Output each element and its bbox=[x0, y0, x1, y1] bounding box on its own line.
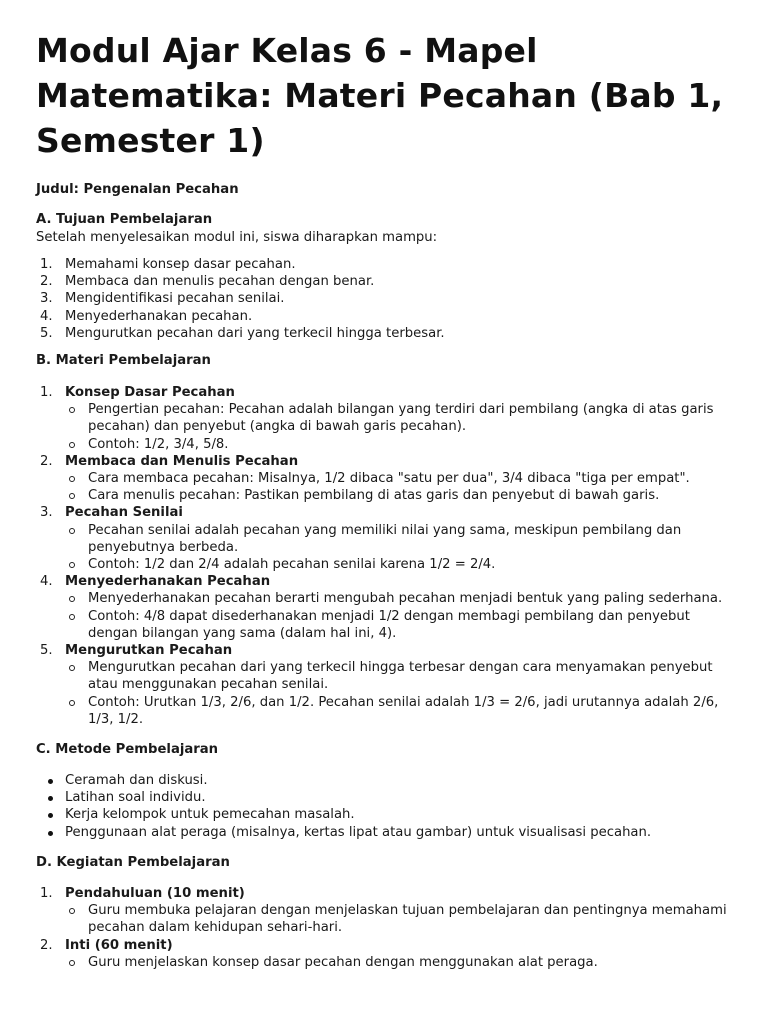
sub-list bbox=[36, 659, 736, 728]
sub-list bbox=[36, 954, 736, 971]
sub-list-item: Contoh: 4/8 dapat disederhanakan menjadi 1/2 dengan membagi pembilang dan penyebut dengan bilangan yang sama (dalam hal ini, 4). bbox=[36, 608, 736, 642]
section-a-intro: Setelah menyelesaikan modul ini, siswa diharapkan mampu: bbox=[36, 230, 438, 245]
sub-list-item: Contoh: 1/2 dan 2/4 adalah pecahan senilai karena 1/2 = 2/4. bbox=[36, 556, 736, 573]
list-item: 2. Inti (60 menit) bbox=[40, 937, 173, 953]
list-item: 1. Konsep Dasar Pecahan bbox=[40, 385, 235, 401]
section-b-heading: B. Materi Pembelajaran bbox=[36, 353, 211, 369]
sub-list bbox=[36, 590, 736, 642]
sub-list-item: Guru menjelaskan konsep dasar pecahan dengan menggunakan alat peraga. bbox=[36, 954, 736, 971]
material-list bbox=[36, 384, 736, 401]
list-item: Kerja kelompok untuk pemecahan masalah. bbox=[36, 806, 736, 823]
sub-list bbox=[36, 470, 736, 504]
material-list bbox=[36, 642, 736, 659]
list-item: 1. Pendahuluan (10 menit) bbox=[40, 885, 245, 901]
method-list bbox=[36, 772, 736, 841]
sub-list-item: Mengurutkan pecahan dari yang terkecil hingga terbesar dengan cara menyamakan penyebut atau menggunakan pecahan senilai. bbox=[36, 659, 736, 693]
activity-list bbox=[36, 937, 736, 954]
list-item: 4. Menyederhanakan Pecahan bbox=[40, 574, 271, 590]
list-item: 5. Mengurutkan pecahan dari yang terkecil hingga terbesar. bbox=[40, 325, 445, 341]
material-list bbox=[36, 504, 736, 521]
sub-list-item: Pecahan senilai adalah pecahan yang memiliki nilai yang sama, meskipun pembilang dan penyebutnya berbeda. bbox=[36, 522, 736, 556]
document-title: Modul Ajar Kelas 6 - Mapel Matematika: Materi Pecahan (Bab 1, Semester 1) bbox=[36, 31, 724, 160]
document-page bbox=[36, 28, 736, 971]
list-item: 3. Mengidentifikasi pecahan senilai. bbox=[40, 291, 285, 307]
list-item: 2. Membaca dan Menulis Pecahan bbox=[40, 453, 299, 469]
material-list bbox=[36, 573, 736, 590]
sub-list-item: Cara membaca pecahan: Misalnya, 1/2 dibaca "satu per dua", 3/4 dibaca "tiga per empat". bbox=[36, 470, 736, 487]
sub-list bbox=[36, 902, 736, 936]
list-item: 4. Menyederhanakan pecahan. bbox=[40, 308, 253, 324]
sub-list bbox=[36, 401, 736, 453]
sub-list-item: Contoh: 1/2, 3/4, 5/8. bbox=[36, 436, 736, 453]
sub-list-item: Guru membuka pelajaran dengan menjelaskan tujuan pembelajaran dan pentingnya memahami pecahan dalam kehidupan sehari-hari. bbox=[36, 902, 736, 936]
material-list bbox=[36, 453, 736, 470]
sub-list-item: Menyederhanakan pecahan berarti mengubah pecahan menjadi bentuk yang paling sederhana. bbox=[36, 590, 736, 607]
lesson-title: Judul: Pengenalan Pecahan bbox=[36, 182, 239, 197]
list-item: Ceramah dan diskusi. bbox=[36, 772, 736, 789]
section-d-heading: D. Kegiatan Pembelajaran bbox=[36, 854, 230, 870]
section-c-heading: C. Metode Pembelajaran bbox=[36, 742, 219, 758]
objectives-list bbox=[36, 256, 736, 342]
list-item: Latihan soal individu. bbox=[36, 789, 736, 806]
list-item: 1. Memahami konsep dasar pecahan. bbox=[40, 257, 296, 272]
activity-list bbox=[36, 885, 736, 902]
sub-list-item: Pengertian pecahan: Pecahan adalah bilangan yang terdiri dari pembilang (angka di atas garis pecahan) dan penyebut (angka di bawah garis pecahan). bbox=[36, 401, 736, 435]
section-a-heading: A. Tujuan Pembelajaran bbox=[36, 212, 213, 227]
list-item: 5. Mengurutkan Pecahan bbox=[40, 643, 233, 659]
list-item: 2. Membaca dan menulis pecahan dengan benar. bbox=[40, 274, 375, 290]
list-item: Penggunaan alat peraga (misalnya, kertas lipat atau gambar) untuk visualisasi pecahan. bbox=[36, 824, 736, 841]
sub-list-item: Cara menulis pecahan: Pastikan pembilang di atas garis dan penyebut di bawah garis. bbox=[36, 487, 736, 504]
sub-list bbox=[36, 522, 736, 574]
list-item: 3. Pecahan Senilai bbox=[40, 505, 183, 521]
sub-list-item: Contoh: Urutkan 1/3, 2/6, dan 1/2. Pecahan senilai adalah 1/3 = 2/6, jadi urutannya adalah 2/6, 1/3, 1/2. bbox=[36, 694, 736, 728]
